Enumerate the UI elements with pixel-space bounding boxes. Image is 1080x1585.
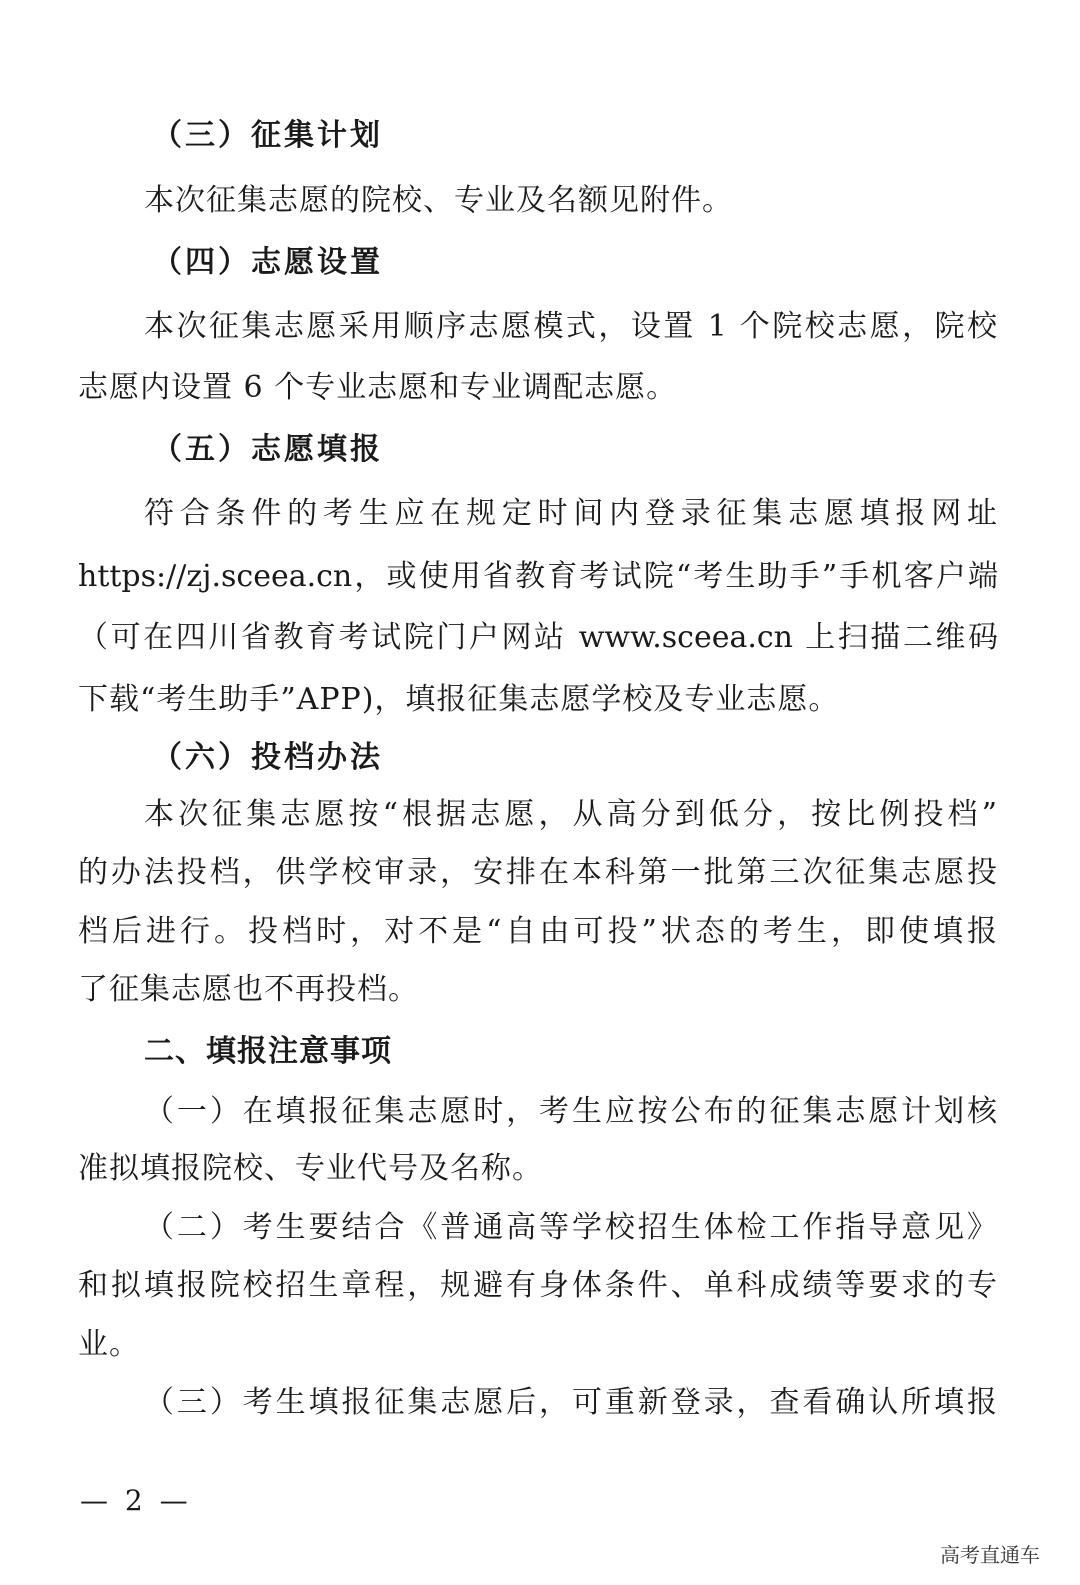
paragraph-line: 准拟填报院校、专业代号及名称。 — [78, 1151, 543, 1186]
paragraph-line: 本次征集志愿按“根据志愿，从高分到低分，按比例投档” — [144, 797, 998, 832]
paragraph-line-url: https://zj.sceea.cn，或使用省教育考试院“考生助手”手机客户端 — [78, 559, 998, 594]
paragraph-line: 业。 — [78, 1327, 140, 1362]
subheading-preference-settings: （四）志愿设置 — [152, 245, 383, 280]
paragraph-line: 档后进行。投档时，对不是“自由可投”状态的考生，即使填报 — [78, 914, 998, 949]
paragraph-line: （一）在填报征集志愿时，考生应按公布的征集志愿计划核 — [144, 1094, 998, 1129]
paragraph-line: （可在四川省教育考试院门户网站 www.sceea.cn 上扫描二维码 — [78, 620, 998, 655]
paragraph-line: 本次征集志愿的院校、专业及名额见附件。 — [144, 183, 733, 218]
paragraph-line: 本次征集志愿采用顺序志愿模式，设置 1 个院校志愿，院校 — [144, 309, 998, 344]
page-number: — 2 — — [80, 1484, 192, 1517]
paragraph-line: 了征集志愿也不再投档。 — [78, 972, 419, 1007]
paragraph-line: 的办法投档，供学校审录，安排在本科第一批第三次征集志愿投 — [78, 855, 998, 890]
watermark-text: 高考直通车 — [940, 1543, 1040, 1567]
paragraph-line: （三）考生填报征集志愿后，可重新登录，查看确认所填报 — [144, 1385, 998, 1420]
paragraph-line: 志愿内设置 6 个专业志愿和专业调配志愿。 — [78, 370, 678, 405]
paragraph-line: 和拟填报院校招生章程，规避有身体条件、单科成绩等要求的专 — [78, 1268, 998, 1303]
subheading-collection-plan: （三）征集计划 — [152, 118, 383, 153]
paragraph-line: 符合条件的考生应在规定时间内登录征集志愿填报网址 — [144, 496, 998, 531]
section-heading-filling-notes: 二、填报注意事项 — [144, 1034, 392, 1069]
subheading-preference-filling: （五）志愿填报 — [152, 432, 383, 467]
paragraph-line: 下载“考生助手”APP)，填报征集志愿学校及专业志愿。 — [78, 682, 840, 717]
subheading-filing-method: （六）投档办法 — [152, 740, 383, 775]
paragraph-line: （二）考生要结合《普通高等学校招生体检工作指导意见》 — [144, 1210, 998, 1245]
